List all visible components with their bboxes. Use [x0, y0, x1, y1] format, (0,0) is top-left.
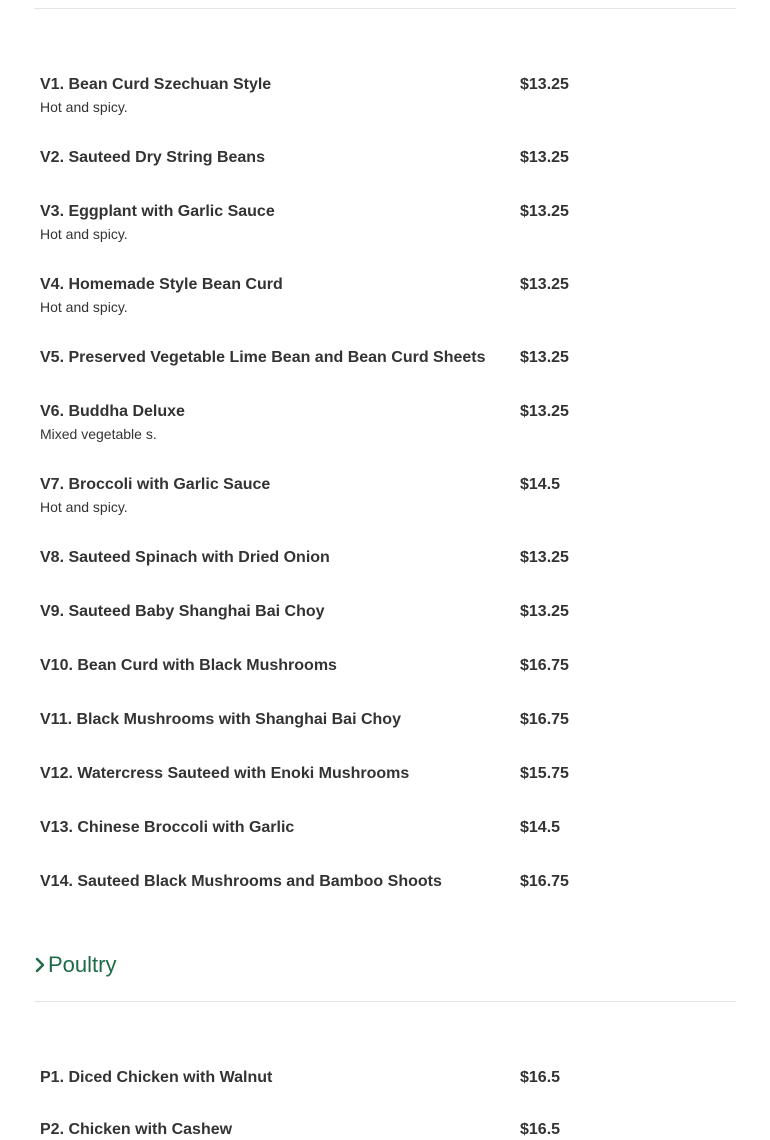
item-name[interactable]: V7. Broccoli with Garlic Sauce: [40, 476, 271, 493]
item-name[interactable]: V8. Sauteed Spinach with Dried Onion: [40, 549, 330, 566]
item-price: $13.25: [520, 549, 569, 566]
item-price: $15.75: [520, 765, 569, 782]
item-price: $16.75: [520, 657, 569, 674]
item-price: $13.25: [520, 76, 569, 93]
section-divider-poultry: [34, 1001, 736, 1002]
item-price: $16.75: [520, 873, 569, 890]
item-description: Mixed vegetable s.: [40, 426, 157, 442]
item-name[interactable]: V6. Buddha Deluxe: [40, 403, 185, 420]
category-title: Poultry: [48, 952, 117, 977]
item-price: $16.5: [520, 1069, 561, 1086]
item-name[interactable]: V1. Bean Curd Szechuan Style: [40, 76, 272, 93]
item-name[interactable]: V9. Sauteed Baby Shanghai Bai Choy: [40, 603, 325, 620]
item-name[interactable]: P2. Chicken with Cashew: [40, 1121, 233, 1138]
item-name[interactable]: V14. Sauteed Black Mushrooms and Bamboo Shoots: [40, 873, 442, 890]
item-price: $13.25: [520, 203, 569, 220]
chevron-right-icon: [34, 955, 47, 975]
item-price: $16.75: [520, 711, 569, 728]
item-name[interactable]: V13. Chinese Broccoli with Garlic: [40, 819, 295, 836]
item-name[interactable]: V2. Sauteed Dry String Beans: [40, 149, 265, 166]
item-name[interactable]: V4. Homemade Style Bean Curd: [40, 276, 283, 293]
item-price: $14.5: [520, 819, 561, 836]
item-description: Hot and spicy.: [40, 226, 128, 242]
category-header-poultry[interactable]: [34, 950, 116, 980]
item-price: $13.25: [520, 403, 569, 420]
item-name[interactable]: V12. Watercress Sauteed with Enoki Mushrooms: [40, 765, 410, 782]
item-name[interactable]: V3. Eggplant with Garlic Sauce: [40, 203, 275, 220]
item-name[interactable]: V5. Preserved Vegetable Lime Bean and Bean Curd Sheets: [40, 349, 486, 366]
item-name[interactable]: P1. Diced Chicken with Walnut: [40, 1069, 273, 1086]
item-price: $16.5: [520, 1121, 561, 1138]
item-price: $13.25: [520, 149, 569, 166]
item-price: $13.25: [520, 349, 569, 366]
item-name[interactable]: V10. Bean Curd with Black Mushrooms: [40, 657, 337, 674]
item-description: Hot and spicy.: [40, 299, 128, 315]
item-price: $13.25: [520, 603, 569, 620]
item-name[interactable]: V11. Black Mushrooms with Shanghai Bai Choy: [40, 711, 401, 728]
item-description: Hot and spicy.: [40, 99, 128, 115]
item-description: Hot and spicy.: [40, 499, 128, 515]
section-divider-top: [34, 8, 736, 9]
item-price: $13.25: [520, 276, 569, 293]
item-price: $14.5: [520, 476, 561, 493]
